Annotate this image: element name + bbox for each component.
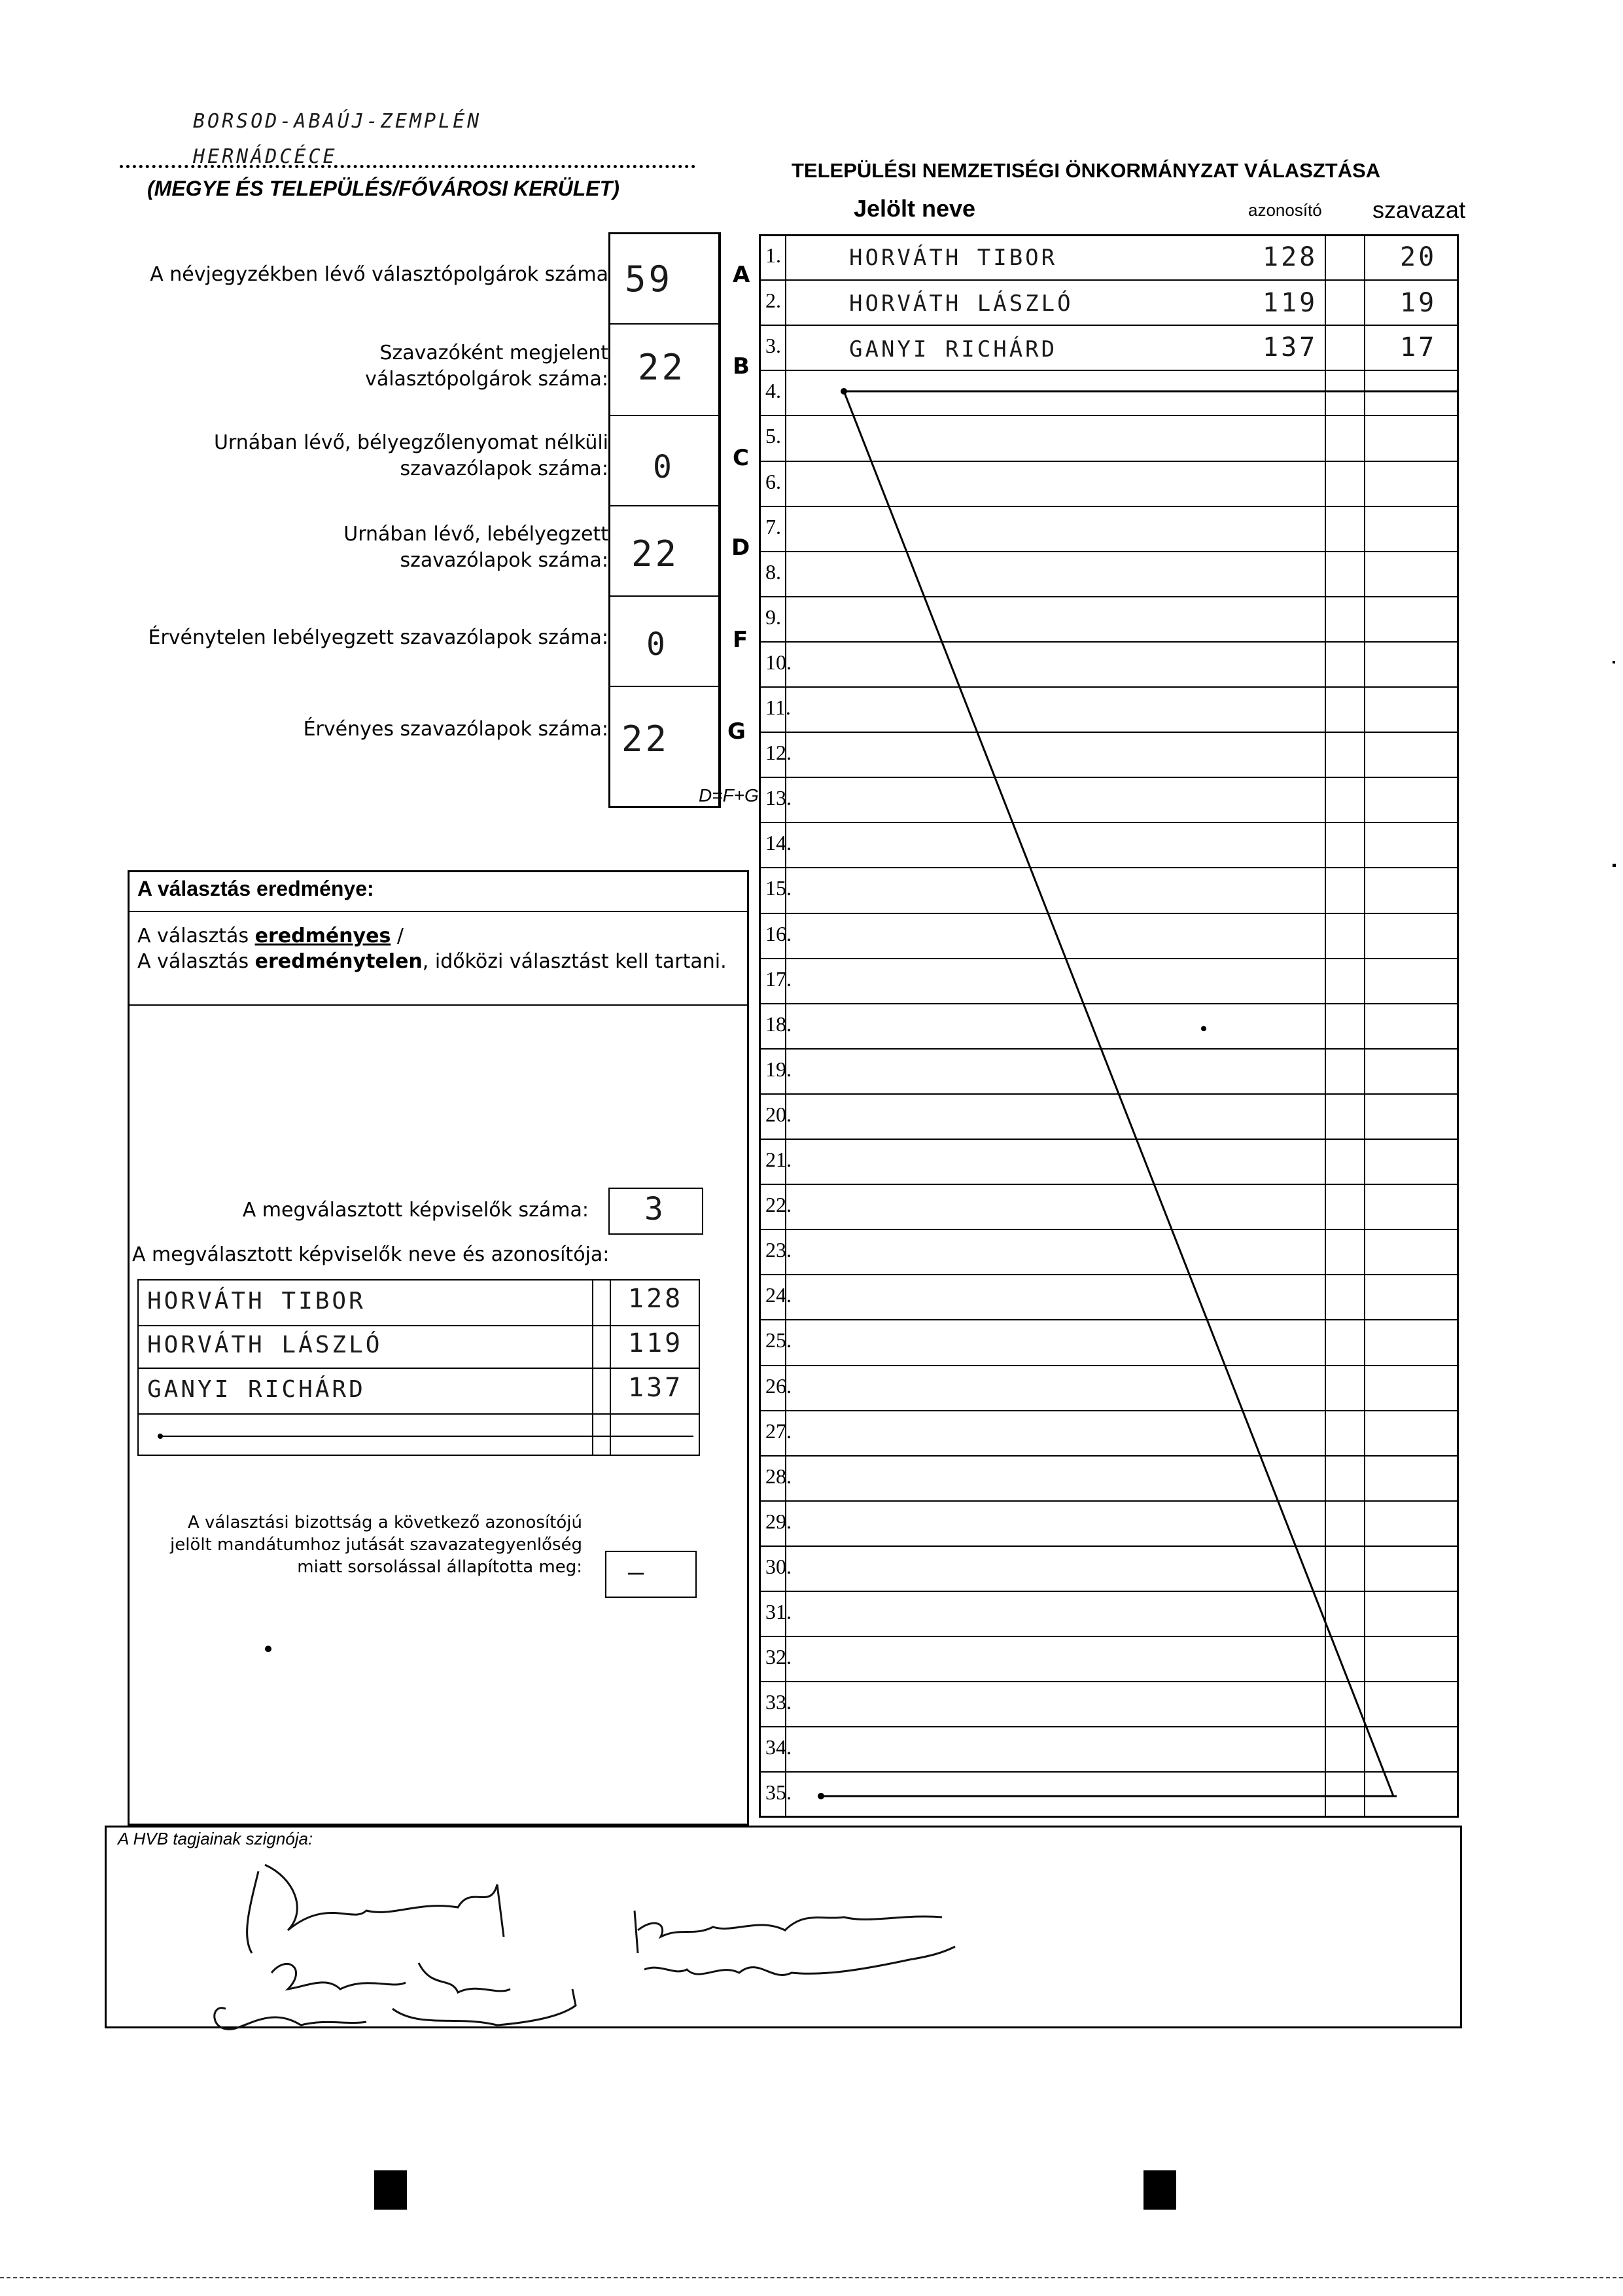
row-number: 11. — [765, 696, 791, 719]
candidate-3-id: 137 — [1263, 332, 1318, 362]
elected-1-name: HORVÁTH TIBOR — [147, 1288, 366, 1315]
row-number: 14. — [765, 831, 792, 855]
tie-value: — — [628, 1557, 647, 1587]
result-title: A választás eredménye: — [137, 877, 374, 900]
result-line-2-bold: eredménytelen — [254, 950, 423, 973]
row-number: 15. — [765, 876, 792, 900]
row-number: 4. — [765, 379, 781, 402]
candidate-3-name: GANYI RICHÁRD — [849, 336, 1058, 362]
row-number: 20. — [765, 1103, 792, 1126]
result-line-1-prefix: A választás — [137, 925, 255, 947]
stat-value-b: 22 — [638, 347, 686, 388]
stat-label-g: Érvényes szavazólapok száma: — [303, 718, 608, 741]
formula: D=F+G — [699, 785, 759, 805]
result-line-1-suffix: / — [391, 925, 404, 947]
stat-value-g: 22 — [621, 718, 670, 760]
tie-label-3: miatt sorsolással állapította meg: — [297, 1557, 582, 1577]
row-number: 25. — [765, 1328, 792, 1352]
county-handwritten: BORSOD-ABAÚJ-ZEMPLÉN — [193, 110, 482, 133]
stat-letter-g: G — [727, 718, 746, 745]
elected-2-id: 119 — [628, 1328, 684, 1358]
row-number: 18. — [765, 1012, 792, 1036]
stat-label-a: A névjegyzékben lévő választópolgárok száma — [150, 263, 608, 286]
row-number: 35. — [765, 1780, 792, 1804]
elected-3-id: 137 — [628, 1373, 684, 1403]
row-number: 9. — [765, 605, 781, 629]
row-number: 26. — [765, 1374, 792, 1398]
row-number: 12. — [765, 741, 792, 764]
row-number: 7. — [765, 515, 781, 539]
elected-list-label: A megválasztott képviselők neve és azonosítója: — [132, 1243, 610, 1266]
scan-speck — [1613, 864, 1616, 867]
row-number: 2. — [765, 289, 781, 312]
registration-mark-left — [374, 2170, 407, 2210]
col-name-header: Jelölt neve — [854, 195, 976, 222]
stat-label-c: Urnában lévő, bélyegzőlenyomat nélküli szavazólapok száma: — [213, 431, 608, 480]
stat-value-f: 0 — [646, 626, 668, 663]
row-number: 34. — [765, 1735, 792, 1759]
candidate-1-name: HORVÁTH TIBOR — [849, 245, 1058, 271]
scan-speck-2 — [1613, 661, 1615, 663]
row-number: 10. — [765, 650, 792, 674]
row-number: 21. — [765, 1148, 792, 1171]
row-number: 24. — [765, 1283, 792, 1307]
elected-count-label: A megválasztott képviselők száma: — [242, 1199, 589, 1222]
stat-letter-f: F — [733, 627, 748, 653]
row-number: 6. — [765, 470, 781, 493]
stat-value-d: 22 — [631, 533, 680, 574]
row-number: 19. — [765, 1057, 792, 1081]
result-line-1-bold: eredményes — [254, 925, 391, 947]
region-label: (MEGYE ÉS TELEPÜLÉS/FŐVÁROSI KERÜLET) — [147, 177, 620, 200]
elected-3-name: GANYI RICHÁRD — [147, 1376, 366, 1403]
row-number: 28. — [765, 1464, 792, 1488]
row-number: 29. — [765, 1510, 792, 1533]
candidate-2-id: 119 — [1263, 288, 1318, 318]
row-number: 3. — [765, 334, 781, 357]
result-line-2-suffix: , időközi választást kell tartani. — [422, 950, 727, 973]
candidate-3-votes: 17 — [1400, 332, 1437, 362]
tie-label-2: jelölt mandátumhoz jutását szavazategyenlőség — [169, 1535, 582, 1555]
stat-letter-c: C — [733, 445, 749, 471]
registration-mark-right — [1143, 2170, 1176, 2210]
result-line-2-prefix: A választás — [137, 950, 255, 973]
elected-1-id: 128 — [628, 1284, 684, 1314]
election-title: TELEPÜLÉSI NEMZETISÉGI ÖNKORMÁNYZAT VÁLASZTÁSA — [792, 159, 1381, 182]
row-number: 16. — [765, 922, 792, 945]
tie-label-1: A választási bizottság a következő azonosítójú — [187, 1513, 582, 1532]
stat-label-d: Urnában lévő, lebélyegzett szavazólapok száma: — [343, 523, 608, 572]
row-number: 31. — [765, 1600, 792, 1623]
row-number: 1. — [765, 243, 781, 267]
row-number: 8. — [765, 560, 781, 584]
candidate-2-name: HORVÁTH LÁSZLÓ — [849, 291, 1073, 317]
col-id-header: azonosító — [1248, 200, 1322, 220]
signature-label: A HVB tagjainak szignója: — [118, 1829, 313, 1848]
row-number: 33. — [765, 1690, 792, 1714]
stat-letter-b: B — [733, 353, 750, 380]
row-number: 30. — [765, 1555, 792, 1578]
stat-letter-d: D — [731, 535, 750, 561]
row-number: 27. — [765, 1419, 792, 1443]
row-number: 13. — [765, 786, 792, 809]
candidate-2-votes: 19 — [1400, 288, 1437, 318]
row-number: 5. — [765, 424, 781, 448]
settlement-handwritten: HERNÁDCÉCE — [193, 145, 338, 168]
stat-letter-a: A — [733, 262, 750, 288]
scan-edge-line — [0, 2277, 1623, 2278]
stat-label-f: Érvénytelen lebélyegzett szavazólapok száma: — [148, 626, 608, 649]
col-votes-header: szavazat — [1372, 196, 1466, 223]
candidate-1-id: 128 — [1263, 242, 1318, 272]
row-number: 22. — [765, 1193, 792, 1216]
candidate-1-votes: 20 — [1400, 242, 1437, 272]
stat-value-c: 0 — [653, 449, 674, 486]
stat-label-b: Szavazóként megjelent választópolgárok száma: — [365, 342, 608, 391]
row-number: 32. — [765, 1645, 792, 1669]
elected-count-value: 3 — [644, 1191, 666, 1227]
elected-2-name: HORVÁTH LÁSZLÓ — [147, 1332, 383, 1358]
row-number: 23. — [765, 1238, 792, 1262]
stat-value-a: 59 — [625, 258, 673, 300]
row-number: 17. — [765, 967, 792, 991]
